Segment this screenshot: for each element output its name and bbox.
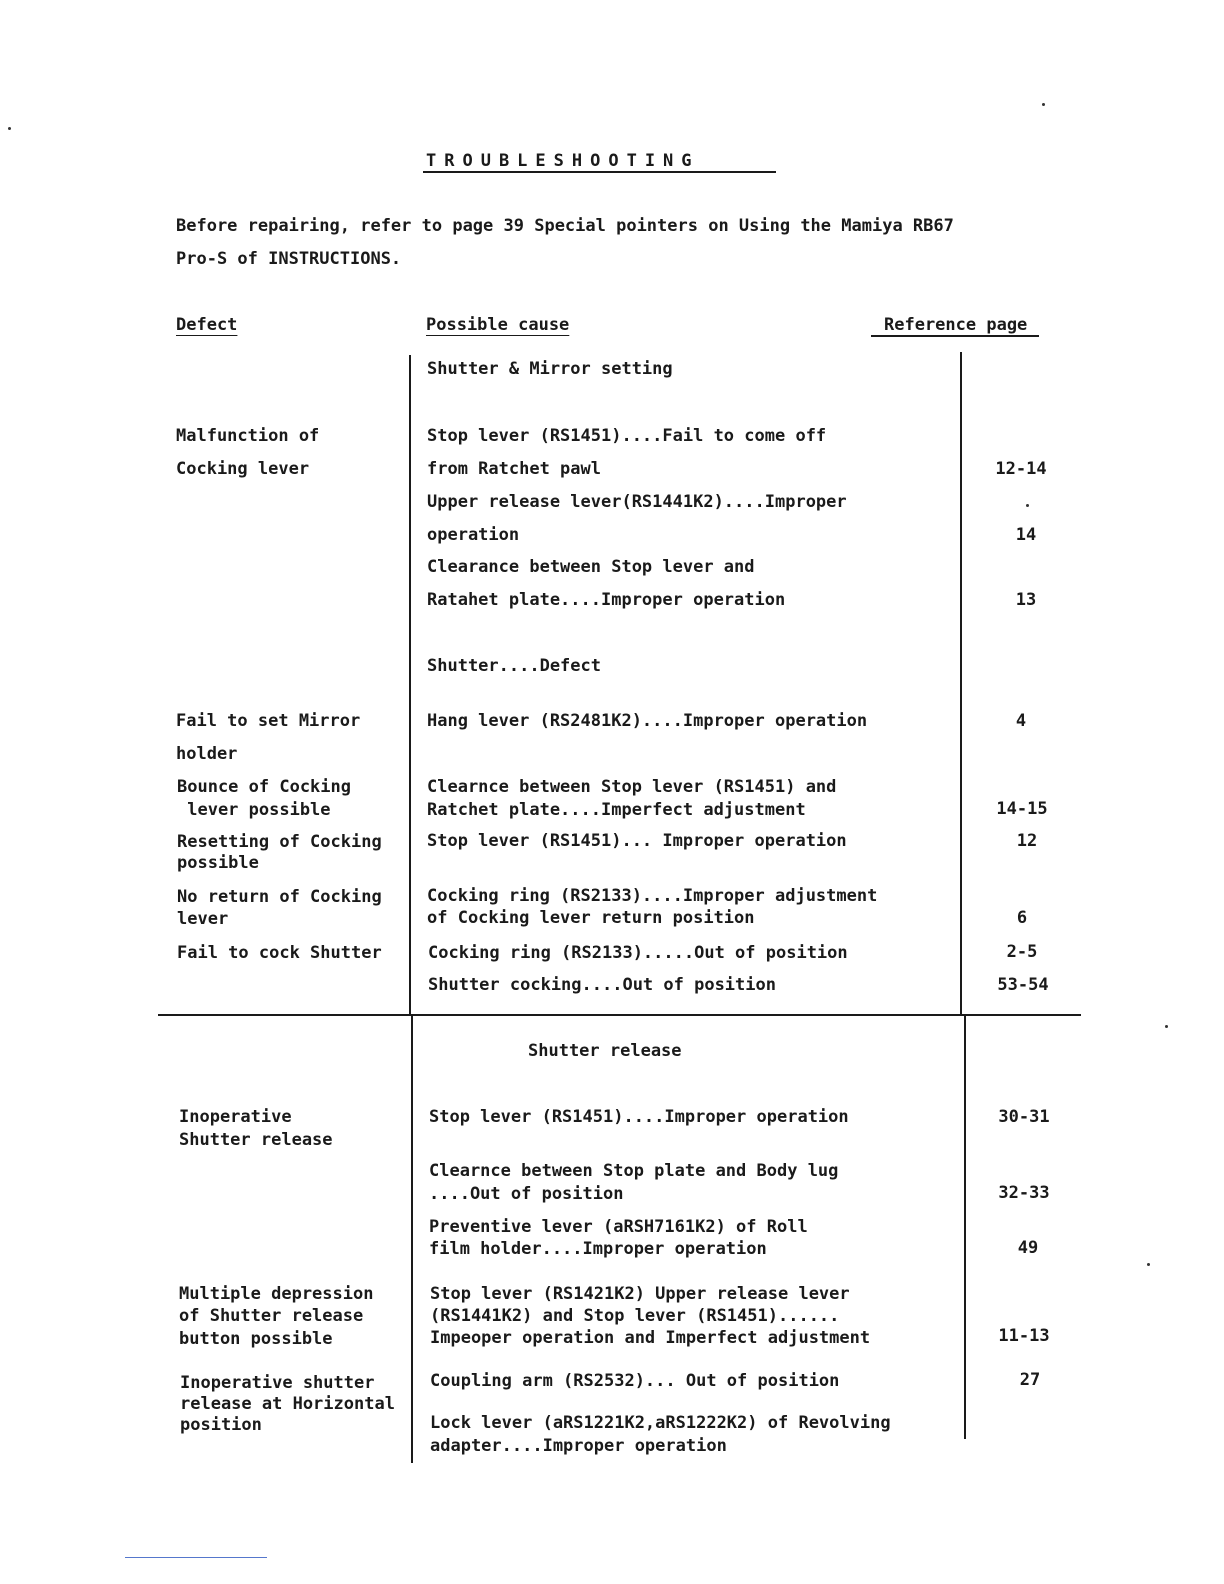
reference-page: 30-31 — [998, 1107, 1050, 1127]
reference-page: 6 — [1016, 908, 1028, 928]
reference-page: 32-33 — [998, 1183, 1050, 1203]
cause-text: Stop lever (RS1421K2) Upper release lever — [430, 1284, 850, 1304]
defect-text: release at Horizontal — [180, 1394, 395, 1414]
cause-text: Shutter....Defect — [427, 656, 601, 676]
reference-page: 53-54 — [997, 975, 1049, 995]
cause-text: Clearance between Stop lever and — [427, 557, 755, 577]
defect-text: holder — [176, 744, 238, 764]
column-divider-right-bottom — [964, 1015, 966, 1439]
column-divider-left-bottom — [411, 1015, 413, 1463]
defect-text: lever — [177, 909, 229, 929]
defect-text: Cocking lever — [176, 459, 310, 479]
defect-text: Fail to cock Shutter — [177, 943, 382, 963]
cause-text: Clearnce between Stop lever (RS1451) and — [427, 777, 837, 797]
reference-page: 12 — [1016, 831, 1038, 851]
defect-text: Inoperative — [179, 1107, 292, 1127]
reference-page: 14-15 — [996, 799, 1048, 819]
cause-text: of Cocking lever return position — [427, 908, 755, 928]
cause-text: from Ratchet pawl — [427, 459, 601, 479]
reference-page: 13 — [1015, 590, 1037, 610]
defect-text: possible — [177, 853, 259, 873]
reference-page: 4 — [1015, 711, 1027, 731]
cause-text: Ratahet plate....Improper operation — [427, 590, 786, 610]
cause-text: Hang lever (RS2481K2)....Improper operation — [427, 711, 868, 731]
cause-text: operation — [427, 525, 520, 545]
column-divider-right-top — [960, 352, 962, 1015]
header-defect: Defect — [176, 315, 238, 335]
cause-text: Upper release lever(RS1441K2)....Improper — [427, 492, 847, 512]
cause-text: Stop lever (RS1451)....Fail to come off — [427, 426, 827, 446]
defect-text: Resetting of Cocking — [177, 832, 382, 852]
column-divider-left-top — [409, 355, 411, 1015]
cause-text: film holder....Improper operation — [429, 1239, 767, 1259]
cause-text: Shutter cocking....Out of position — [428, 975, 776, 995]
cause-text: Preventive lever (aRSH7161K2) of Roll — [429, 1217, 808, 1237]
reference-page: 14 — [1015, 525, 1037, 545]
ref-header-underline — [871, 335, 1039, 337]
cause-text: Cocking ring (RS2133)....Improper adjustment — [427, 886, 878, 906]
reference-page: 12-14 — [995, 459, 1047, 479]
section-divider — [158, 1014, 1081, 1016]
defect-text: Bounce of Cocking — [177, 777, 351, 797]
intro-line-2: Pro-S of INSTRUCTIONS. — [176, 249, 402, 269]
cause-text: Lock lever (aRS1221K2,aRS1222K2) of Revolving — [430, 1413, 891, 1433]
cause-text: Coupling arm (RS2532)... Out of position — [430, 1371, 840, 1391]
cause-text: Clearnce between Stop plate and Body lug — [429, 1161, 839, 1181]
cause-text: adapter....Improper operation — [430, 1436, 727, 1456]
defect-text: Fail to set Mirror — [176, 711, 361, 731]
defect-text: Multiple depression — [179, 1284, 374, 1304]
defect-text: button possible — [179, 1329, 333, 1349]
reference-page: 49 — [1017, 1238, 1039, 1258]
title-underline — [423, 171, 776, 173]
scan-speck — [1147, 1263, 1150, 1266]
defect-text: position — [180, 1415, 262, 1435]
header-reference-page: Reference page — [884, 315, 1028, 335]
cause-text: Stop lever (RS1451)... Improper operation — [427, 831, 847, 851]
cause-text: Stop lever (RS1451)....Improper operation — [429, 1107, 849, 1127]
reference-page: 2-5 — [1006, 942, 1038, 962]
scan-speck — [1026, 504, 1029, 507]
scan-mark — [125, 1557, 267, 1558]
cause-text: Cocking ring (RS2133).....Out of position — [428, 943, 848, 963]
cause-text: Ratchet plate....Imperfect adjustment — [427, 800, 806, 820]
defect-text: No return of Cocking — [177, 887, 382, 907]
scan-speck — [1165, 1025, 1168, 1028]
defect-text: Inoperative shutter — [180, 1373, 375, 1393]
reference-page: 11-13 — [998, 1326, 1050, 1346]
page-title: TROUBLESHOOTING — [426, 151, 700, 171]
cause-text: (RS1441K2) and Stop lever (RS1451)...... — [430, 1306, 840, 1326]
section-heading-shutter-mirror-setting: Shutter & Mirror setting — [427, 359, 673, 379]
section-heading-shutter-release: Shutter release — [528, 1041, 682, 1061]
scan-speck — [1042, 103, 1045, 106]
defect-text: Shutter release — [179, 1130, 333, 1150]
reference-page: 27 — [1019, 1370, 1041, 1390]
header-possible-cause: Possible cause — [426, 315, 570, 335]
defect-text: Malfunction of — [176, 426, 320, 446]
defect-text: of Shutter release — [179, 1306, 364, 1326]
defect-text: lever possible — [177, 800, 331, 820]
intro-line-1: Before repairing, refer to page 39 Special pointers on Using the Mamiya RB67 — [176, 216, 954, 236]
cause-text: ....Out of position — [429, 1184, 624, 1204]
scan-speck — [8, 127, 11, 130]
cause-text: Impeoper operation and Imperfect adjustment — [430, 1328, 871, 1348]
